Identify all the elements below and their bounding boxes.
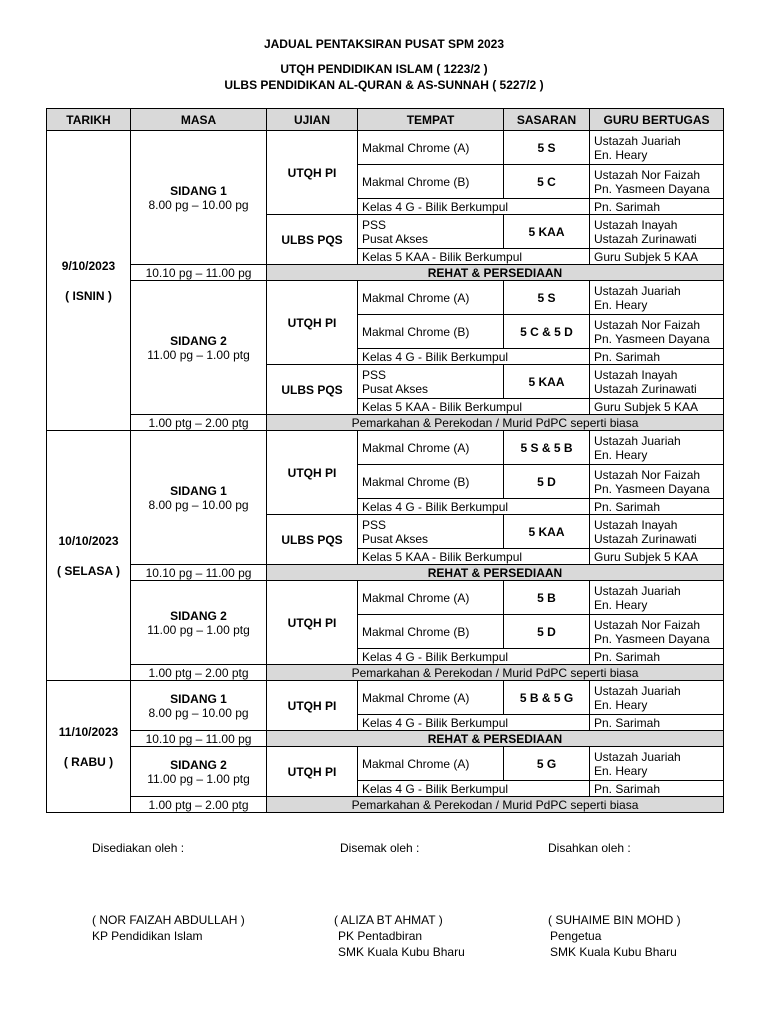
approved-by-label: Disahkan oleh : — [548, 841, 631, 855]
teacher-name: Ustazah Zurinawati — [594, 381, 697, 396]
target-cell: 5 B & 5 G — [504, 681, 590, 715]
date-cell — [47, 131, 131, 431]
signatory-name: ( ALIZA BT AHMAT ) — [334, 913, 443, 927]
session-time: 8.00 pg – 10.00 pg — [148, 497, 249, 512]
target-cell: 5 S — [504, 131, 590, 165]
table-row — [47, 681, 724, 715]
date-text: 10/10/2023 — [58, 533, 119, 548]
table-row — [47, 747, 724, 781]
venue-cell: Makmal Chrome (A) — [358, 747, 504, 781]
teacher-name: Ustazah Nor Faizah — [594, 167, 701, 182]
target-cell: 5 D — [504, 615, 590, 649]
venue-cell: Makmal Chrome (B) — [358, 465, 504, 499]
signatory-name: ( SUHAIME BIN MOHD ) — [548, 913, 681, 927]
venue-name: Pusat Akses — [362, 531, 429, 546]
exam-cell: UTQH PI — [267, 431, 358, 515]
teacher-cell — [590, 165, 724, 199]
session-cell — [131, 581, 267, 665]
target-cell: 5 S & 5 B — [504, 431, 590, 465]
venue-cell: Makmal Chrome (A) — [358, 281, 504, 315]
session-cell — [131, 131, 267, 265]
venue-cell: Kelas 4 G - Bilik Berkumpul — [358, 649, 590, 665]
venue-cell — [358, 365, 504, 399]
teacher-name: En. Heary — [594, 447, 648, 462]
target-cell: 5 C — [504, 165, 590, 199]
target-cell: 5 C & 5 D — [504, 315, 590, 349]
teacher-name: Ustazah Juariah — [594, 433, 681, 448]
teacher-cell — [590, 431, 724, 465]
teacher-name: Ustazah Juariah — [594, 283, 681, 298]
teacher-cell — [590, 281, 724, 315]
teacher-name: En. Heary — [594, 297, 648, 312]
break-label: REHAT & PERSEDIAAN — [267, 265, 724, 281]
teacher-name: Pn. Yasmeen Dayana — [594, 181, 710, 196]
teacher-name: Pn. Yasmeen Dayana — [594, 331, 710, 346]
venue-name: Pusat Akses — [362, 231, 429, 246]
teacher-cell — [590, 615, 724, 649]
table-header-row — [47, 109, 724, 131]
session-time: 11.00 pg – 1.00 ptg — [147, 771, 250, 786]
teacher-name: En. Heary — [594, 597, 648, 612]
document-title: JADUAL PENTAKSIRAN PUSAT SPM 2023 — [263, 37, 505, 51]
signatory-role: KP Pendidikan Islam — [92, 929, 203, 943]
table-row — [47, 581, 724, 615]
teacher-cell — [590, 681, 724, 715]
teacher-name: En. Heary — [594, 697, 648, 712]
venue-cell: Makmal Chrome (A) — [358, 431, 504, 465]
teacher-name: Ustazah Nor Faizah — [594, 617, 701, 632]
column-header: GURU BERTUGAS — [590, 109, 724, 131]
signatory-org: SMK Kuala Kubu Bharu — [338, 945, 465, 959]
table-row — [47, 131, 724, 165]
session-time: 8.00 pg – 10.00 pg — [148, 705, 249, 720]
venue-name: PSS — [362, 217, 387, 232]
teacher-name: En. Heary — [594, 763, 648, 778]
exam-cell: ULBS PQS — [267, 365, 358, 415]
date-text: 11/10/2023 — [58, 724, 119, 739]
end-row — [47, 797, 724, 813]
session-time: 11.00 pg – 1.00 ptg — [147, 347, 250, 362]
venue-cell: Kelas 5 KAA - Bilik Berkumpul — [358, 549, 590, 565]
target-cell: 5 KAA — [504, 365, 590, 399]
teacher-name: Ustazah Juariah — [594, 683, 681, 698]
venue-cell: Makmal Chrome (A) — [358, 681, 504, 715]
break-row — [47, 265, 724, 281]
teacher-name: Ustazah Zurinawati — [594, 531, 697, 546]
end-label: Pemarkahan & Perekodan / Murid PdPC seperti biasa — [267, 665, 724, 681]
end-time: 1.00 ptg – 2.00 ptg — [131, 415, 267, 431]
signatory-prepared — [92, 912, 245, 944]
venue-cell — [358, 215, 504, 249]
session-time: 8.00 pg – 10.00 pg — [148, 197, 249, 212]
end-time: 1.00 ptg – 2.00 ptg — [131, 665, 267, 681]
break-time: 10.10 pg – 11.00 pg — [131, 565, 267, 581]
venue-name: PSS — [362, 517, 387, 532]
checked-by-label: Disemak oleh : — [340, 841, 420, 855]
teacher-name: Ustazah Zurinawati — [594, 231, 697, 246]
subject-title-utqh: UTQH PENDIDIKAN ISLAM ( 1223/2 ) — [280, 62, 488, 76]
session-cell — [131, 747, 267, 797]
signatory-approved — [548, 912, 681, 960]
break-label: REHAT & PERSEDIAAN — [267, 565, 724, 581]
teacher-name: Ustazah Inayah — [594, 217, 678, 232]
target-cell: 5 B — [504, 581, 590, 615]
teacher-name: En. Heary — [594, 147, 648, 162]
schedule-table — [46, 108, 724, 813]
teacher-name: Pn. Yasmeen Dayana — [594, 631, 710, 646]
teacher-name: Ustazah Nor Faizah — [594, 317, 701, 332]
end-label: Pemarkahan & Perekodan / Murid PdPC seperti biasa — [267, 415, 724, 431]
end-time: 1.00 ptg – 2.00 ptg — [131, 797, 267, 813]
venue-name: Pusat Akses — [362, 381, 429, 396]
teacher-cell: Pn. Sarimah — [590, 199, 724, 215]
column-header: TARIKH — [47, 109, 131, 131]
venue-cell: Kelas 4 G - Bilik Berkumpul — [358, 715, 590, 731]
teacher-cell — [590, 747, 724, 781]
teacher-cell: Pn. Sarimah — [590, 499, 724, 515]
venue-cell: Kelas 4 G - Bilik Berkumpul — [358, 349, 590, 365]
teacher-cell — [590, 465, 724, 499]
teacher-cell: Pn. Sarimah — [590, 349, 724, 365]
date-text: 9/10/2023 — [61, 258, 116, 273]
venue-cell — [358, 515, 504, 549]
prepared-by-label: Disediakan oleh : — [92, 841, 185, 855]
teacher-name: Ustazah Juariah — [594, 133, 681, 148]
day-text: ( RABU ) — [63, 754, 114, 769]
teacher-name: Pn. Yasmeen Dayana — [594, 481, 710, 496]
teacher-name: Ustazah Inayah — [594, 517, 678, 532]
teacher-cell — [590, 315, 724, 349]
teacher-name: Ustazah Inayah — [594, 367, 678, 382]
column-header: TEMPAT — [358, 109, 504, 131]
end-row — [47, 415, 724, 431]
exam-cell: UTQH PI — [267, 747, 358, 797]
exam-cell: ULBS PQS — [267, 515, 358, 565]
target-cell: 5 KAA — [504, 515, 590, 549]
signatory-role: Pengetua — [550, 929, 602, 943]
session-cell — [131, 681, 267, 731]
break-time: 10.10 pg – 11.00 pg — [131, 731, 267, 747]
date-cell — [47, 431, 131, 681]
break-label: REHAT & PERSEDIAAN — [267, 731, 724, 747]
teacher-name: Ustazah Nor Faizah — [594, 467, 701, 482]
venue-cell: Kelas 4 G - Bilik Berkumpul — [358, 781, 590, 797]
session-label: SIDANG 2 — [170, 608, 227, 623]
session-cell — [131, 281, 267, 415]
exam-cell: ULBS PQS — [267, 215, 358, 265]
venue-cell: Kelas 5 KAA - Bilik Berkumpul — [358, 399, 590, 415]
session-cell — [131, 431, 267, 565]
day-text: ( ISNIN ) — [65, 288, 112, 303]
venue-cell: Makmal Chrome (A) — [358, 581, 504, 615]
session-label: SIDANG 2 — [170, 757, 227, 772]
venue-cell: Makmal Chrome (B) — [358, 615, 504, 649]
target-cell: 5 KAA — [504, 215, 590, 249]
session-label: SIDANG 1 — [170, 183, 227, 198]
subject-title-ulbs: ULBS PENDIDIKAN AL-QURAN & AS-SUNNAH ( 5227/2 ) — [224, 78, 544, 92]
column-header: MASA — [131, 109, 267, 131]
teacher-cell — [590, 131, 724, 165]
exam-cell: UTQH PI — [267, 681, 358, 731]
end-row — [47, 665, 724, 681]
venue-cell: Kelas 4 G - Bilik Berkumpul — [358, 499, 590, 515]
target-cell: 5 D — [504, 465, 590, 499]
teacher-cell — [590, 365, 724, 399]
session-time: 11.00 pg – 1.00 ptg — [147, 622, 250, 637]
teacher-cell: Pn. Sarimah — [590, 781, 724, 797]
signatory-checked — [334, 912, 465, 960]
venue-cell: Kelas 5 KAA - Bilik Berkumpul — [358, 249, 590, 265]
signatory-role: PK Pentadbiran — [338, 929, 423, 943]
session-label: SIDANG 1 — [170, 483, 227, 498]
end-label: Pemarkahan & Perekodan / Murid PdPC seperti biasa — [267, 797, 724, 813]
target-cell: 5 S — [504, 281, 590, 315]
teacher-cell: Guru Subjek 5 KAA — [590, 399, 724, 415]
venue-cell: Makmal Chrome (A) — [358, 131, 504, 165]
teacher-cell — [590, 515, 724, 549]
teacher-cell: Guru Subjek 5 KAA — [590, 549, 724, 565]
teacher-cell: Pn. Sarimah — [590, 649, 724, 665]
signatory-org: SMK Kuala Kubu Bharu — [550, 945, 677, 959]
teacher-name: Ustazah Juariah — [594, 583, 681, 598]
day-text: ( SELASA ) — [57, 563, 120, 578]
exam-cell: UTQH PI — [267, 131, 358, 215]
signatory-name: ( NOR FAIZAH ABDULLAH ) — [92, 913, 245, 927]
teacher-cell: Pn. Sarimah — [590, 715, 724, 731]
teacher-cell: Guru Subjek 5 KAA — [590, 249, 724, 265]
teacher-cell — [590, 215, 724, 249]
table-row — [47, 281, 724, 315]
column-header: SASARAN — [504, 109, 590, 131]
exam-cell: UTQH PI — [267, 581, 358, 665]
break-row — [47, 565, 724, 581]
exam-cell: UTQH PI — [267, 281, 358, 365]
teacher-name: Ustazah Juariah — [594, 749, 681, 764]
document-header — [0, 36, 768, 93]
venue-name: PSS — [362, 367, 387, 382]
break-time: 10.10 pg – 11.00 pg — [131, 265, 267, 281]
session-label: SIDANG 1 — [170, 691, 227, 706]
teacher-cell — [590, 581, 724, 615]
venue-cell: Kelas 4 G - Bilik Berkumpul — [358, 199, 590, 215]
venue-cell: Makmal Chrome (B) — [358, 315, 504, 349]
date-cell — [47, 681, 131, 813]
venue-cell: Makmal Chrome (B) — [358, 165, 504, 199]
target-cell: 5 G — [504, 747, 590, 781]
table-row — [47, 431, 724, 465]
column-header: UJIAN — [267, 109, 358, 131]
session-label: SIDANG 2 — [170, 333, 227, 348]
break-row — [47, 731, 724, 747]
